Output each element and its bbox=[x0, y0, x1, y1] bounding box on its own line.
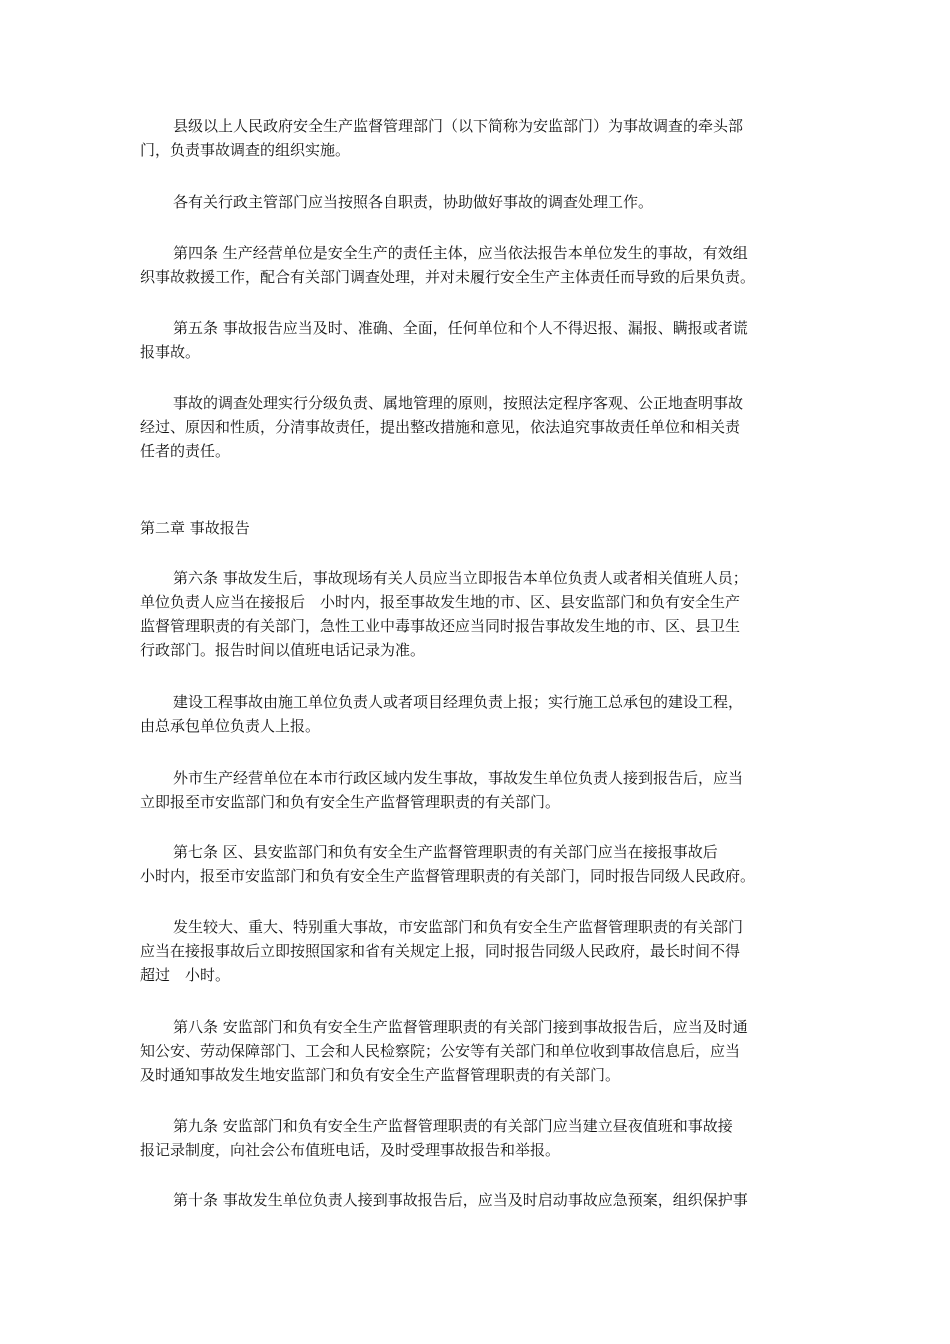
paragraph-external-units bbox=[140, 766, 815, 814]
paragraph-line: 建设工程事故由施工单位负责人或者项目经理负责上报；实行施工总承包的建设工程， bbox=[173, 693, 744, 711]
paragraph-article-10 bbox=[140, 1188, 815, 1212]
paragraph-article-4 bbox=[140, 241, 815, 289]
paragraph-accident-investigation-lead bbox=[140, 114, 815, 162]
paragraph-line: 任者的责任。 bbox=[140, 442, 231, 460]
paragraph-line: 第六条 事故发生后，事故现场有关人员应当立即报告本单位负责人或者相关值班人员； bbox=[173, 569, 748, 587]
paragraph-line: 报记录制度，向社会公布值班电话，及时受理事故报告和举报。 bbox=[140, 1141, 561, 1159]
paragraph-line: 第十条 事故发生单位负责人接到事故报告后，应当及时启动事故应急预案，组织保护事 bbox=[173, 1191, 748, 1209]
paragraph-construction-reporting bbox=[140, 690, 815, 738]
paragraph-article-5 bbox=[140, 316, 815, 364]
paragraph-line: 事故的调查处理实行分级负责、属地管理的原则，按照法定程序客观、公正地查明事故 bbox=[173, 394, 744, 412]
paragraph-line: 应当在接报事故后立即按照国家和省有关规定上报，同时报告同级人民政府，最长时间不得 bbox=[140, 942, 741, 960]
paragraph-line: 知公安、劳动保障部门、工会和人民检察院；公安等有关部门和单位收到事故信息后，应当 bbox=[140, 1042, 741, 1060]
paragraph-article-7 bbox=[140, 840, 815, 888]
paragraph-investigation-principles bbox=[140, 391, 815, 463]
paragraph-line: 第五条 事故报告应当及时、准确、全面，任何单位和个人不得迟报、漏报、瞒报或者谎 bbox=[173, 319, 748, 337]
paragraph-line: 第四条 生产经营单位是安全生产的责任主体，应当依法报告本单位发生的事故，有效组 bbox=[173, 244, 748, 262]
paragraph-line: 行政部门。报告时间以值班电话记录为准。 bbox=[140, 641, 426, 659]
paragraph-article-9 bbox=[140, 1114, 815, 1162]
paragraph-line: 立即报至市安监部门和负有安全生产监督管理职责的有关部门。 bbox=[140, 793, 561, 811]
paragraph-line: 门，负责事故调查的组织实施。 bbox=[140, 141, 351, 159]
paragraph-line: 经过、原因和性质，分清事故责任，提出整改措施和意见，依法追究事故责任单位和相关责 bbox=[140, 418, 741, 436]
paragraph-line: 第八条 安监部门和负有安全生产监督管理职责的有关部门接到事故报告后，应当及时通 bbox=[173, 1018, 748, 1036]
paragraph-line: 织事故救援工作，配合有关部门调查处理，并对未履行安全生产主体责任而导致的后果负责。 bbox=[140, 268, 756, 286]
paragraph-line: 监督管理职责的有关部门，急性工业中毒事故还应当同时报告事故发生地的市、区、县卫生 bbox=[140, 617, 741, 635]
paragraph-administrative-cooperation bbox=[140, 190, 815, 214]
paragraph-line: 及时通知事故发生地安监部门和负有安全生产监督管理职责的有关部门。 bbox=[140, 1066, 621, 1084]
paragraph-line: 第九条 安监部门和负有安全生产监督管理职责的有关部门应当建立昼夜值班和事故接 bbox=[173, 1117, 733, 1135]
paragraph-article-8 bbox=[140, 1015, 815, 1087]
paragraph-article-6 bbox=[140, 566, 815, 662]
paragraph-line: 发生较大、重大、特别重大事故，市安监部门和负有安全生产监督管理职责的有关部门 bbox=[173, 918, 744, 936]
paragraph-line: 第七条 区、县安监部门和负有安全生产监督管理职责的有关部门应当在接报事故后 bbox=[173, 843, 718, 861]
paragraph-line: 单位负责人应当在接报后 小时内，报至事故发生地的市、区、县安监部门和负有安全生产 bbox=[140, 593, 741, 611]
paragraph-line: 报事故。 bbox=[140, 343, 201, 361]
chapter-heading: 第二章 事故报告 bbox=[140, 519, 250, 537]
paragraph-major-accidents bbox=[140, 915, 815, 987]
paragraph-line: 由总承包单位负责人上报。 bbox=[140, 717, 321, 735]
paragraph-line: 各有关行政主管部门应当按照各自职责，协助做好事故的调查处理工作。 bbox=[173, 193, 654, 211]
paragraph-line: 超过 小时。 bbox=[140, 966, 231, 984]
paragraph-line: 外市生产经营单位在本市行政区域内发生事故，事故发生单位负责人接到报告后，应当 bbox=[173, 769, 744, 787]
paragraph-line: 县级以上人民政府安全生产监督管理部门（以下简称为安监部门）为事故调查的牵头部 bbox=[173, 117, 744, 135]
paragraph-line: 小时内，报至市安监部门和负有安全生产监督管理职责的有关部门，同时报告同级人民政府。 bbox=[140, 867, 756, 885]
